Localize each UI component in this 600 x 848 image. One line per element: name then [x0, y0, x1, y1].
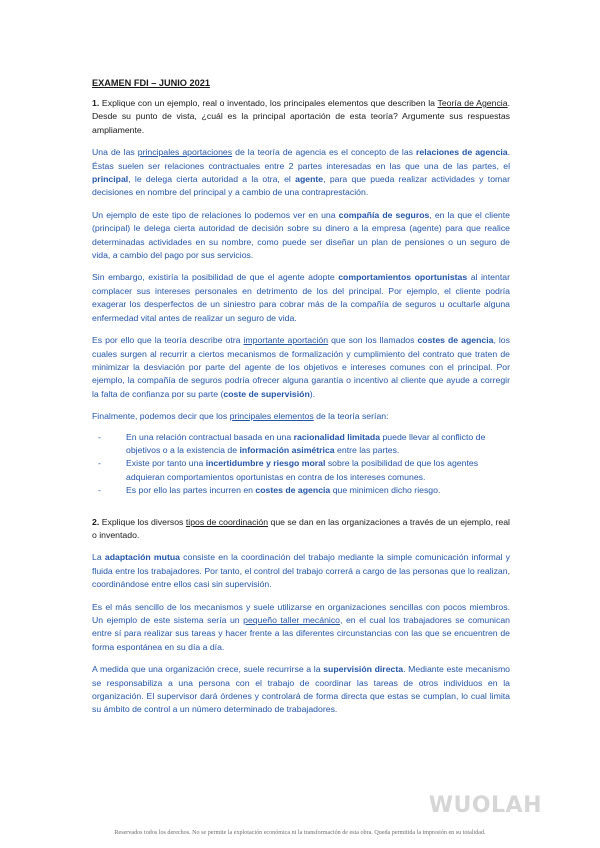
text: Es el más sencillo de los mecanismos y suele utilizarse en organizaciones sencillas con pocos miembros. Un ejemplo de este sistema sería un — [92, 601, 510, 625]
bold-term: costes de agencia — [417, 335, 494, 346]
underlined-term: Teoría de Agencia — [437, 98, 508, 108]
question-number: 1. — [92, 98, 100, 108]
document-page — [92, 78, 510, 726]
bold-term: principal — [92, 174, 129, 185]
text: La — [92, 552, 105, 563]
text: Explique los diversos — [99, 516, 186, 527]
underlined-term: principales elementos — [229, 411, 314, 422]
text: Un ejemplo de este tipo de relaciones lo podemos ver en una — [92, 209, 339, 220]
text: . Éstas suelen ser relaciones contractuales entre 2 partes interesadas en las que una de las partes, el — [92, 147, 510, 171]
text: sobre la posibilidad de que los agentes adquieran comportamientos oportunistas en contra de los intereses comunes. — [126, 458, 479, 482]
text: de la teoría de agencia es el concepto de las — [232, 147, 417, 158]
text: entre las partes. — [334, 444, 400, 455]
answer-paragraph — [92, 601, 510, 655]
underlined-term: importante aportación — [243, 335, 329, 346]
text: al intentar complacer sus intereses personales en detrimento de los del principal. Por ejemplo, el cliente podría exagerar los desperfectos de un siniestro para cobrar más de la compañía de seguros u ocultarle alguna enfermedad vital antes de realizar un seguro de vida. — [92, 272, 510, 323]
text: Es por ello las partes incurren en — [126, 485, 256, 496]
text: . Desde su punto de vista, ¿cuál es la principal aportación de esta teoría? Argumente sus respuestas ampliamente. — [92, 98, 510, 135]
text: . Mediante este mecanismo se responsabiliza a una persona con el trabajo de coordinar las tareas de otros individuos en la organización. El supervisor dará órdenes y controlará de forma directa que estas se cumplan, lo cual limita su ámbito de control a un número determinado de trabajadores. — [92, 664, 511, 715]
bold-term: racionalidad limitada — [293, 431, 381, 442]
text: ). — [309, 388, 316, 399]
dash-bullet: - — [98, 458, 101, 469]
question-number: 2. — [92, 516, 100, 527]
answer-paragraph — [92, 551, 510, 591]
list-item — [98, 457, 510, 484]
text: de la teoría serían: — [313, 411, 389, 422]
wuolah-logo: WUOLAH — [428, 793, 542, 818]
elements-list — [92, 431, 510, 498]
text: , le delega cierta autoridad a la otra, el — [128, 174, 296, 185]
text: que minimicen dicho riesgo. — [330, 485, 441, 496]
text: , los cuales surgen al recurrir a ciertos mecanismos de formalización y cumplimiento del contrato que traten de minimizar la desviación por parte del agente de los objetivos e intereses comunes con el principal. Por ejemplo, la compañía de seguros podría ofrecer alguna garantía o incentivo al cliente que ayude a corregir la falta de confianza por su parte ( — [92, 335, 510, 399]
bold-term: comportamientos oportunistas — [338, 272, 468, 283]
text: que se dan en las organizaciones a través de un ejemplo, real o inventado. — [92, 516, 510, 540]
text: que son los llamados — [328, 335, 418, 346]
bold-term: agente — [295, 174, 324, 185]
underlined-term: principales aportaciones — [137, 147, 233, 158]
bold-term: adaptación mutua — [104, 552, 180, 563]
bold-term: coste de supervisión — [223, 388, 310, 399]
bold-term: relaciones de agencia — [416, 147, 508, 158]
bold-term: incertidumbre y riesgo moral — [205, 458, 326, 469]
text: En una relación contractual basada en una — [126, 431, 294, 442]
text: Finalmente, podemos decir que los — [92, 411, 230, 422]
text: , en el cual los trabajadores se comunican entre sí para realizar sus tareas y hacer frente a las diferentes circunstancias con las que se encuentren de forma espontánea en su día a día. — [92, 615, 510, 652]
bold-term: compañía de seguros — [338, 209, 430, 220]
answer-paragraph — [92, 410, 510, 423]
list-item — [98, 431, 510, 458]
text: Existe por tanto una — [126, 458, 206, 469]
text: Es por ello que la teoría describe otra — [92, 335, 244, 346]
bold-term: costes de agencia — [255, 485, 331, 496]
exam-title: EXAMEN FDI – JUNIO 2021 — [92, 78, 210, 88]
section-spacer — [92, 498, 510, 516]
bold-term: información asimétrica — [239, 444, 335, 455]
underlined-term: pequeño taller mecánico — [243, 615, 341, 625]
answer-paragraph — [92, 209, 510, 263]
answer-paragraph — [92, 271, 510, 325]
bold-term: supervisión directa — [323, 664, 404, 675]
answer-paragraph — [92, 334, 510, 401]
text: Sin embargo, existiría la posibilidad de que el agente adopte — [92, 272, 339, 283]
underlined-term: tipos de coordinación — [185, 516, 269, 527]
text: A medida que una organización crece, suele recurrirse a la — [92, 664, 324, 675]
dash-bullet: - — [98, 485, 101, 496]
text: , para que pueda realizar actividades y tomar decisiones en nombre del principal y a cambio de una contraprestación. — [92, 174, 510, 198]
list-item — [98, 484, 510, 497]
text: consiste en la coordinación del trabajo mediante la simple comunicación informal y fluida entre los trabajadores. Por tanto, el control del trabajo correrá a cargo de las personas que lo realizan, coordinándose entre ellos casi sin supervisión. — [92, 552, 510, 590]
question-2 — [92, 516, 510, 543]
dash-bullet: - — [98, 431, 101, 442]
copyright-footer: Reservados todos los derechos. No se permite la explotación económica ni la transformación de esta obra. Queda permitida la impresión en su totalidad. — [114, 830, 486, 836]
text: puede llevar al conflicto de objetivos o a la existencia de — [126, 431, 486, 455]
question-1 — [92, 97, 510, 137]
answer-paragraph — [92, 146, 510, 200]
answer-paragraph — [92, 663, 510, 717]
text: Una de las — [92, 147, 138, 158]
text: Explique con un ejemplo, real o inventado, los principales elementos que describen la — [99, 98, 438, 108]
text: , en la que el cliente (principal) le delega cierta autoridad de decisión sobre su dinero a la empresa (agente) para que realice determinadas actividades en su nombre, como puede ser diseñar un plan de pensiones o un seguro de vida, a cambio del pago por sus servicios. — [92, 209, 510, 261]
